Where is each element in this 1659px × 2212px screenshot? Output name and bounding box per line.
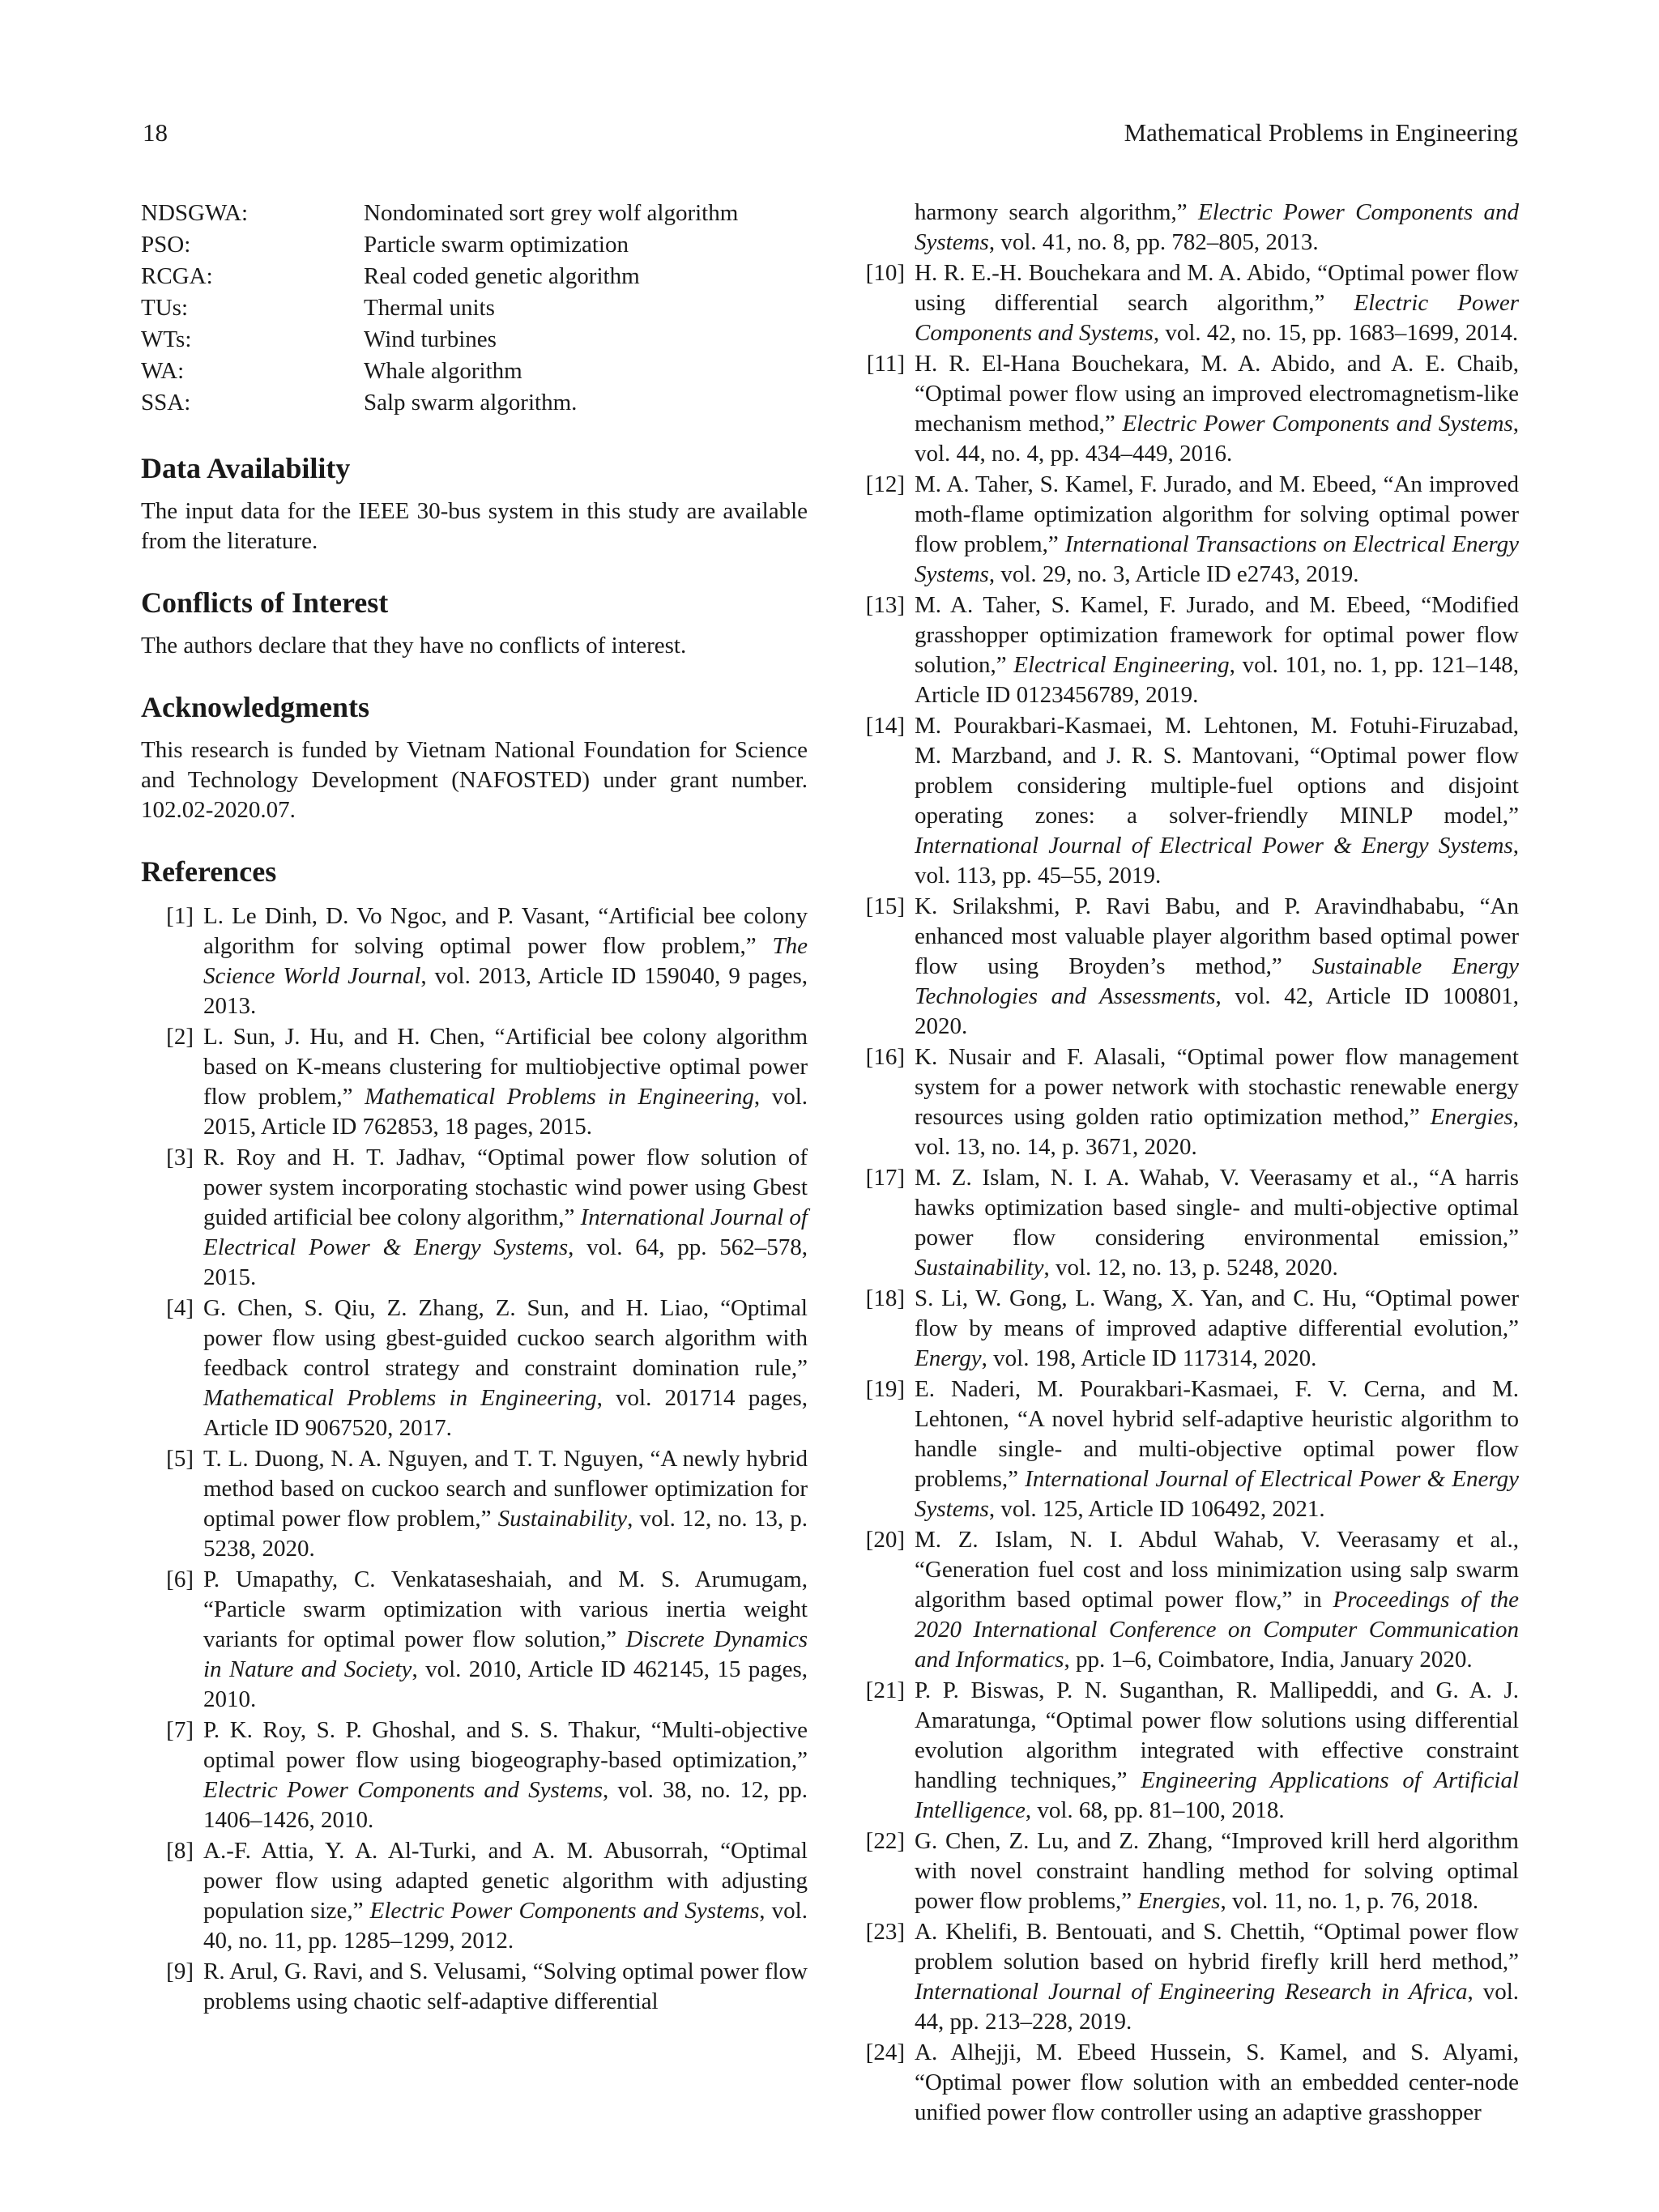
reference-item (852, 892, 1519, 1042)
reference-number: [15] (865, 893, 905, 919)
reference-item (852, 1917, 1519, 2037)
reference-item (852, 349, 1519, 469)
reference-item (852, 1375, 1519, 1524)
reference-number: [21] (865, 1677, 905, 1703)
reference-number: [18] (865, 1285, 905, 1311)
reference-number: [14] (865, 713, 905, 739)
reference-post: , vol. 12, no. 13, p. 5238, 2020. (203, 1506, 808, 1562)
reference-number: [8] (166, 1838, 194, 1864)
reference-venue: International Journal of Electrical Power & Energy Systems (203, 1204, 808, 1260)
reference-venue: International Journal of Engineering Research in Africa (915, 1979, 1468, 2005)
abbreviation-term: PSO: (141, 232, 191, 258)
references-heading: References (141, 855, 277, 888)
reference-number: [23] (865, 1919, 905, 1945)
reference-text (915, 1284, 1519, 1374)
reference-text (203, 1143, 808, 1293)
reference-item (852, 2038, 1519, 2128)
reference-venue: Electrical Engineering (1013, 652, 1230, 678)
reference-venue: Energy (915, 1345, 982, 1371)
reference-venue: Energies (1137, 1888, 1221, 1914)
reference-post: , vol. 42, Article ID 100801, 2020. (915, 983, 1520, 1039)
reference-number: [6] (166, 1566, 194, 1592)
reference-text (915, 1163, 1519, 1283)
reference-text (915, 590, 1519, 710)
reference-post: , vol. 101, no. 1, pp. 121–148, Article ID 0123456789, 2019. (915, 652, 1519, 708)
reference-item (141, 1022, 808, 1142)
reference-post: , vol. 68, pp. 81–100, 2018. (1025, 1797, 1285, 1823)
running-head (143, 115, 1518, 151)
abbreviation-row (141, 198, 808, 229)
abbreviation-term: NDSGWA: (141, 200, 249, 226)
reference-text (203, 1715, 808, 1835)
reference-pre: M. Z. Islam, N. I. Abdul Wahab, V. Veerasamy et al., “Generation fuel cost and loss minimization using salp swarm algorithm based optimal power flow,” in (915, 1527, 1519, 1613)
reference-venue: The Science World Journal (203, 933, 808, 989)
abbreviation-list (141, 198, 808, 419)
reference-text (915, 1042, 1519, 1162)
reference-text (915, 1375, 1519, 1524)
reference-text (915, 258, 1519, 348)
reference-venue: Proceedings of the 2020 International Conference on Computer Communication and Informatics (915, 1587, 1519, 1673)
abbreviation-row (141, 292, 808, 324)
reference-text (203, 1565, 808, 1715)
data-availability-text: The input data for the IEEE 30-bus system in this study are available from the literature. (141, 498, 808, 554)
reference-number: [20] (865, 1527, 905, 1553)
reference-pre: K. Nusair and F. Alasali, “Optimal power flow management system for a power network with stochastic renewable energy resources using golden ratio optimization method,” (915, 1044, 1519, 1130)
reference-venue: Mathematical Problems in Engineering (365, 1084, 754, 1110)
reference-pre: R. Arul, G. Ravi, and S. Velusami, “Solving optimal power flow problems using chaotic self-adaptive differential (203, 1958, 808, 2014)
reference-text (915, 470, 1519, 590)
reference-pre: T. L. Duong, N. A. Nguyen, and T. T. Nguyen, “A newly hybrid method based on cuckoo search and sunflower optimization for optimal power flow problem,” (203, 1446, 808, 1532)
abbreviation-term: SSA: (141, 390, 191, 416)
reference-item (852, 1163, 1519, 1283)
reference-venue: Sustainable Energy Technologies and Assessments (915, 953, 1519, 1009)
reference-item (852, 1042, 1519, 1162)
reference-venue: International Transactions on Electrical Energy Systems (915, 531, 1519, 587)
reference-item (852, 470, 1519, 590)
reference-pre: M. Pourakbari-Kasmaei, M. Lehtonen, M. Fotuhi-Firuzabad, M. Marzband, and J. R. S. Mantovani, “Optimal power flow problem considering multiple-fuel options and disjoint operating zones: a solver-friendly MINLP model,” (915, 713, 1519, 829)
reference-item (852, 1525, 1519, 1675)
reference-text (203, 1444, 808, 1564)
reference-item (141, 1957, 808, 2017)
reference-post: , vol. 42, no. 15, pp. 1683–1699, 2014. (1153, 320, 1519, 346)
reference-post: , vol. 44, no. 4, pp. 434–449, 2016. (915, 411, 1519, 467)
reference-pre: harmony search algorithm,” (915, 199, 1198, 225)
reference-text (915, 1917, 1519, 2037)
reference-venue: Energies (1430, 1104, 1513, 1130)
reference-item (141, 1565, 808, 1715)
reference-item (141, 1836, 808, 1956)
reference-venue: Mathematical Problems in Engineering (203, 1385, 597, 1411)
reference-number: [19] (865, 1376, 905, 1402)
reference-text (915, 711, 1519, 891)
reference-item (852, 711, 1519, 891)
reference-pre: E. Naderi, M. Pourakbari-Kasmaei, F. V. Cerna, and M. Lehtonen, “A novel hybrid self-adaptive heuristic algorithm to handle single- and multi-objective optimal power flow problems,” (915, 1376, 1519, 1492)
reference-number: [2] (166, 1024, 194, 1050)
reference-venue: International Journal of Electrical Power & Energy Systems (915, 1466, 1519, 1522)
reference-text (915, 1676, 1519, 1826)
reference-venue: Engineering Applications of Artificial Intelligence (915, 1767, 1520, 1823)
reference-number: [16] (865, 1044, 905, 1070)
reference-pre: H. R. E.-H. Bouchekara and M. A. Abido, “Optimal power flow using differential search algorithm,” (915, 260, 1519, 316)
reference-post: , vol. 201714 pages, Article ID 9067520, 2017. (203, 1385, 808, 1441)
reference-post: , vol. 2015, Article ID 762853, 18 pages, 2015. (203, 1084, 808, 1140)
journal-title: Mathematical Problems in Engineering (1124, 118, 1518, 147)
reference-number: [17] (865, 1165, 905, 1191)
reference-text (915, 2038, 1519, 2128)
abbreviation-row (141, 324, 808, 356)
reference-pre: R. Roy and H. T. Jadhav, “Optimal power flow solution of power system incorporating stochastic wind power using Gbest guided artificial bee colony algorithm,” (203, 1144, 808, 1230)
abbreviation-term: WTs: (141, 326, 192, 352)
reference-item (141, 1294, 808, 1443)
reference-venue: Electric Power Components and Systems (1122, 411, 1513, 437)
reference-venue: Electric Power Components and Systems (369, 1898, 760, 1924)
reference-venue: Sustainability (915, 1255, 1044, 1281)
reference-post: , vol. 44, pp. 213–228, 2019. (915, 1979, 1519, 2035)
reference-pre: G. Chen, S. Qiu, Z. Zhang, Z. Sun, and H. Liao, “Optimal power flow using gbest-guided cuckoo search algorithm with feedback control strategy and constraint domination rule,” (203, 1295, 808, 1381)
reference-pre: H. R. El-Hana Bouchekara, M. A. Abido, and A. E. Chaib, “Optimal power flow using an improved electromagnetism-like mechanism method,” (915, 351, 1519, 437)
abbreviation-row (141, 387, 808, 419)
reference-post: , vol. 29, no. 3, Article ID e2743, 2019. (988, 561, 1359, 587)
abbreviation-definition: Salp swarm algorithm. (364, 390, 578, 416)
conflicts-text: The authors declare that they have no conflicts of interest. (141, 633, 687, 658)
reference-number: [11] (866, 351, 905, 377)
reference-item (141, 901, 808, 1021)
abbreviation-definition: Wind turbines (364, 326, 497, 352)
reference-list-right (852, 258, 1519, 2128)
reference-text (915, 892, 1519, 1042)
acknowledgments-text: This research is funded by Vietnam National Foundation for Science and Technology Development (NAFOSTED) under grant number. 102.02-2020.07. (141, 737, 808, 823)
reference-item (852, 1826, 1519, 1916)
reference-pre: A. Khelifi, B. Bentouati, and S. Chettih, “Optimal power flow problem solution based on hybrid firefly krill herd method,” (915, 1919, 1519, 1975)
right-column (852, 198, 1519, 2129)
reference-post: , vol. 2013, Article ID 159040, 9 pages, 2013. (203, 963, 808, 1019)
left-column (141, 198, 808, 2018)
reference-text (203, 1022, 808, 1142)
reference-number: [10] (865, 260, 905, 286)
abbreviation-term: WA: (141, 358, 185, 384)
reference-text (203, 1836, 808, 1956)
reference-venue: Electric Power Components and Systems (915, 199, 1519, 255)
reference-number: [4] (166, 1295, 194, 1321)
reference-item (141, 1143, 808, 1293)
reference-pre: M. Z. Islam, N. I. A. Wahab, V. Veerasamy et al., “A harris hawks optimization based single- and multi-objective optimal power flow considering environmental emission,” (915, 1165, 1519, 1251)
reference-number: [12] (865, 471, 905, 497)
data-availability-heading: Data Availability (141, 452, 351, 484)
reference-post: , vol. 41, no. 8, pp. 782–805, 2013. (988, 229, 1319, 255)
reference-text (203, 1957, 808, 2017)
abbreviation-row (141, 229, 808, 261)
reference-pre: M. A. Taher, S. Kamel, F. Jurado, and M. Ebeed, “Modified grasshopper optimization framework for optimal power flow solution,” (915, 592, 1519, 678)
reference-post: , vol. 113, pp. 45–55, 2019. (915, 833, 1519, 889)
reference-venue: International Journal of Electrical Power & Energy Systems (915, 833, 1513, 859)
abbreviation-term: TUs: (141, 295, 188, 321)
reference-list-left (141, 901, 808, 2017)
reference-pre: P. P. Biswas, P. N. Suganthan, R. Mallipeddi, and G. A. J. Amaratunga, “Optimal power flow solutions using differential evolution algorithm integrated with effective constraint handling techniques,” (915, 1677, 1519, 1793)
reference-item (852, 258, 1519, 348)
reference-pre: S. Li, W. Gong, L. Wang, X. Yan, and C. Hu, “Optimal power flow by means of improved adaptive differential evolution,” (915, 1285, 1519, 1341)
reference-venue: Electric Power Components and Systems (915, 290, 1519, 346)
reference-post: , vol. 64, pp. 562–578, 2015. (203, 1234, 808, 1290)
reference-post: , vol. 12, no. 13, p. 5248, 2020. (1043, 1255, 1338, 1281)
reference-venue: Electric Power Components and Systems (203, 1777, 603, 1803)
reference-number: [9] (166, 1958, 194, 1984)
page-number: 18 (143, 118, 168, 147)
reference-post: , vol. 11, no. 1, p. 76, 2018. (1220, 1888, 1479, 1914)
abbreviation-row (141, 356, 808, 387)
conflicts-heading: Conflicts of Interest (141, 586, 389, 619)
reference-pre: K. Srilakshmi, P. Ravi Babu, and P. Aravindhababu, “An enhanced most valuable player algorithm based optimal power flow using Broyden’s method,” (915, 893, 1519, 979)
reference-item (852, 590, 1519, 710)
reference-post: , vol. 2010, Article ID 462145, 15 pages, 2010. (203, 1656, 808, 1712)
reference-post: , vol. 198, Article ID 117314, 2020. (981, 1345, 1317, 1371)
reference-text (915, 349, 1519, 469)
abbreviation-term: RCGA: (141, 263, 213, 289)
reference-pre: M. A. Taher, S. Kamel, F. Jurado, and M. Ebeed, “An improved moth-flame optimization algorithm for solving optimal power flow problem,” (915, 471, 1519, 557)
abbreviation-definition: Whale algorithm (364, 358, 522, 384)
reference-number: [13] (865, 592, 905, 618)
reference-pre: L. Sun, J. Hu, and H. Chen, “Artificial bee colony algorithm based on K-means clustering for multiobjective optimal power flow problem,” (203, 1024, 808, 1110)
acknowledgments-heading: Acknowledgments (141, 691, 370, 723)
reference-venue: Discrete Dynamics in Nature and Society (203, 1626, 808, 1682)
reference-item (141, 1715, 808, 1835)
reference-post: , vol. 125, Article ID 106492, 2021. (988, 1496, 1325, 1522)
abbreviation-definition: Real coded genetic algorithm (364, 263, 640, 289)
reference-post: , vol. 13, no. 14, p. 3671, 2020. (915, 1104, 1519, 1160)
reference-pre: P. Umapathy, C. Venkataseshaiah, and M. S. Arumugam, “Particle swarm optimization with various inertia weight variants for optimal power flow solution,” (203, 1566, 808, 1652)
reference-number: [3] (166, 1144, 194, 1170)
reference-pre: A. Alhejji, M. Ebeed Hussein, S. Kamel, and S. Alyami, “Optimal power flow solution with an embedded center-node unified power flow controller using an adaptive grasshopper (915, 2039, 1519, 2125)
reference-pre: L. Le Dinh, D. Vo Ngoc, and P. Vasant, “Artificial bee colony algorithm for solving optimal power flow problem,” (203, 903, 808, 959)
reference-item (141, 1444, 808, 1564)
reference-pre: G. Chen, Z. Lu, and Z. Zhang, “Improved krill herd algorithm with novel constraint handling method for solving optimal power flow problems,” (915, 1828, 1519, 1914)
abbreviation-definition: Thermal units (364, 295, 495, 321)
abbreviation-row (141, 261, 808, 292)
reference-text (203, 1294, 808, 1443)
reference-item (852, 1676, 1519, 1826)
reference-number: [22] (865, 1828, 905, 1854)
abbreviation-definition: Nondominated sort grey wolf algorithm (364, 200, 739, 226)
reference-number: [7] (166, 1717, 194, 1743)
reference-text (915, 1826, 1519, 1916)
reference-venue: Sustainability (497, 1506, 628, 1532)
reference-pre: A.-F. Attia, Y. A. Al-Turki, and A. M. Abusorrah, “Optimal power flow using adapted genetic algorithm with adjusting population size,” (203, 1838, 808, 1924)
reference-post: , vol. 40, no. 11, pp. 1285–1299, 2012. (203, 1898, 808, 1954)
reference-text (203, 901, 808, 1021)
reference-9-continuation (852, 198, 1519, 258)
reference-text (915, 1525, 1519, 1675)
reference-number: [1] (166, 903, 194, 929)
reference-item (852, 1284, 1519, 1374)
reference-post: , pp. 1–6, Coimbatore, India, January 2020. (1064, 1647, 1473, 1673)
reference-number: [24] (865, 2039, 905, 2065)
abbreviation-definition: Particle swarm optimization (364, 232, 629, 258)
reference-number: [5] (166, 1446, 194, 1472)
reference-post: , vol. 38, no. 12, pp. 1406–1426, 2010. (203, 1777, 808, 1833)
reference-pre: P. K. Roy, S. P. Ghoshal, and S. S. Thakur, “Multi-objective optimal power flow using biogeography-based optimization,” (203, 1717, 808, 1773)
